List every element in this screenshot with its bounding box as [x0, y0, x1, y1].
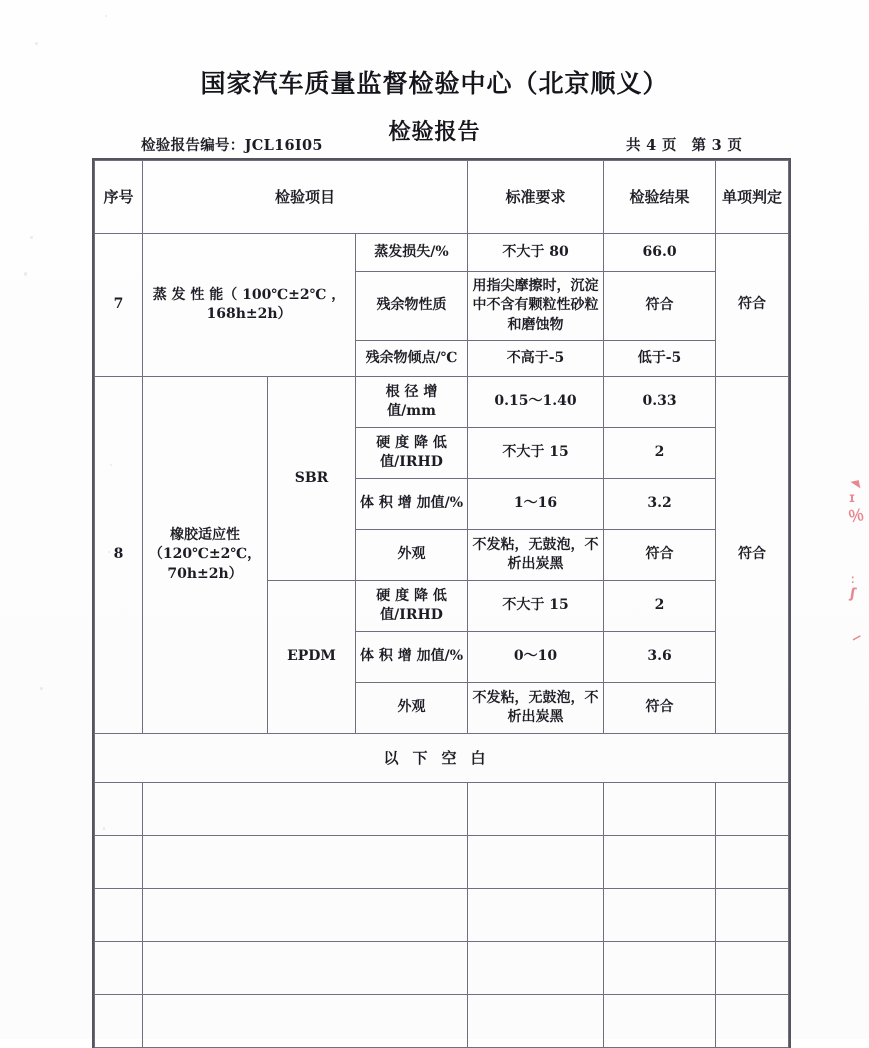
row-7-sub-2-standard: 不高于-5 — [468, 341, 604, 377]
row-7-sub-1-name: 残余物性质 — [356, 272, 468, 341]
empty-cell-standard — [468, 995, 604, 1048]
row-8-material-sbr: SBR — [268, 377, 356, 581]
empty-cell-standard — [468, 836, 604, 889]
paper-speck — [35, 42, 38, 45]
empty-cell-item — [143, 836, 468, 889]
table-header — [95, 161, 789, 234]
empty-cell-item — [143, 889, 468, 942]
row-8-sbr-sub-3-standard: 不发粘，无鼓泡，不析出炭黑 — [468, 530, 604, 581]
page-info: 共 4 页 第 3 页 — [626, 137, 743, 154]
row-8-epdm-sub-1-standard: 0～10 — [468, 632, 604, 683]
empty-cell-standard — [468, 889, 604, 942]
empty-cell-judgement — [716, 783, 789, 836]
empty-cell-item — [143, 783, 468, 836]
row-8-sbr-sub-3-result: 符合 — [604, 530, 716, 581]
row-7-sub-0-standard: 不大于 80 — [468, 234, 604, 272]
paper-speck — [30, 236, 33, 239]
column-header-result: 检验结果 — [604, 161, 716, 234]
report-number-value: JCL16I05 — [244, 137, 323, 154]
empty-cell-judgement — [716, 942, 789, 995]
inspection-results-table — [94, 160, 789, 1048]
row-8-epdm-sub-2-name: 外观 — [356, 683, 468, 734]
row-8-sbr-sub-1-name: 硬 度 降 低值/IRHD — [356, 428, 468, 479]
row-8-sbr-sub-2-result: 3.2 — [604, 479, 716, 530]
row-8-no: 8 — [95, 377, 143, 734]
table-row — [95, 377, 789, 428]
row-7-sub-2-name: 残余物倾点/℃ — [356, 341, 468, 377]
table-row — [95, 234, 789, 272]
row-8-epdm-sub-0-standard: 不大于 15 — [468, 581, 604, 632]
row-7-item-group: 蒸 发 性 能（ 100℃±2℃ ，168h±2h） — [143, 234, 356, 377]
table-header-row — [95, 161, 789, 234]
blank-notice-label: 以下空白 — [95, 734, 789, 783]
column-header-item: 检验项目 — [143, 161, 468, 234]
empty-table-row — [95, 836, 789, 889]
empty-table-row — [95, 995, 789, 1048]
row-7-judgement: 符合 — [716, 234, 789, 377]
column-header-no: 序号 — [95, 161, 143, 234]
row-8-sbr-sub-2-standard: 1～16 — [468, 479, 604, 530]
empty-cell-no — [95, 836, 143, 889]
empty-cell-result — [604, 783, 716, 836]
empty-cell-result — [604, 889, 716, 942]
red-annotation-mark: ــ — [848, 626, 863, 644]
row-7-sub-2-result: 低于-5 — [604, 341, 716, 377]
empty-cell-item — [143, 942, 468, 995]
empty-cell-standard — [468, 783, 604, 836]
empty-cell-no — [95, 942, 143, 995]
empty-cell-judgement — [716, 995, 789, 1048]
empty-cell-result — [604, 836, 716, 889]
empty-table-row — [95, 889, 789, 942]
empty-cell-judgement — [716, 836, 789, 889]
row-8-sbr-sub-3-name: 外观 — [356, 530, 468, 581]
table-body — [95, 234, 789, 1048]
row-8-epdm-sub-0-name: 硬 度 降 低值/IRHD — [356, 581, 468, 632]
row-8-sbr-sub-1-standard: 不大于 15 — [468, 428, 604, 479]
empty-cell-no — [95, 995, 143, 1048]
row-8-epdm-sub-2-result: 符合 — [604, 683, 716, 734]
column-header-standard: 标准要求 — [468, 161, 604, 234]
red-annotation-mark: ◥ — [849, 477, 861, 492]
paper-speck — [24, 272, 27, 276]
empty-cell-standard — [468, 942, 604, 995]
empty-cell-item — [143, 995, 468, 1048]
row-7-sub-1-result: 符合 — [604, 272, 716, 341]
red-annotation-mark: ⁚ — [851, 576, 855, 586]
row-8-sbr-sub-0-result: 0.33 — [604, 377, 716, 428]
row-7-sub-0-result: 66.0 — [604, 234, 716, 272]
column-header-judgement: 单项判定 — [716, 161, 789, 234]
row-7-no: 7 — [95, 234, 143, 377]
empty-cell-result — [604, 942, 716, 995]
row-8-sbr-sub-0-name: 根 径 增 值/mm — [356, 377, 468, 428]
row-8-judgement: 符合 — [716, 377, 789, 734]
document-title: 国家汽车质量监督检验中心（北京顺义） — [200, 68, 669, 98]
empty-cell-no — [95, 783, 143, 836]
report-number-label: 检验报告编号： — [141, 137, 245, 154]
blank-notice-row — [95, 734, 789, 783]
row-8-sbr-sub-2-name: 体 积 增 加值/% — [356, 479, 468, 530]
paper-speck — [40, 687, 43, 690]
document-subtitle: 检验报告 — [388, 119, 481, 146]
row-8-item-group: 橡胶适应性（120℃±2℃，70h±2h） — [143, 377, 268, 734]
paper-speck — [105, 15, 107, 17]
row-8-epdm-sub-2-standard: 不发粘，无鼓泡，不析出炭黑 — [468, 683, 604, 734]
row-8-epdm-sub-1-result: 3.6 — [604, 632, 716, 683]
report-number — [141, 134, 323, 155]
row-7-sub-0-name: 蒸发损失/% — [356, 234, 468, 272]
row-8-sbr-sub-1-result: 2 — [604, 428, 716, 479]
empty-cell-no — [95, 889, 143, 942]
red-annotation-mark: ⵊ — [849, 494, 856, 505]
red-annotation-mark: ʃ — [848, 585, 857, 603]
empty-cell-result — [604, 995, 716, 1048]
empty-table-row — [95, 942, 789, 995]
row-8-epdm-sub-0-result: 2 — [604, 581, 716, 632]
empty-cell-judgement — [716, 889, 789, 942]
empty-table-row — [95, 783, 789, 836]
row-8-sbr-sub-0-standard: 0.15～1.40 — [468, 377, 604, 428]
red-annotation-mark: ％ — [846, 504, 866, 527]
row-8-material-epdm: EPDM — [268, 581, 356, 734]
row-7-sub-1-standard: 用指尖摩擦时，沉淀中不含有颗粒性砂粒和磨蚀物 — [468, 272, 604, 341]
row-8-epdm-sub-1-name: 体 积 增 加值/% — [356, 632, 468, 683]
